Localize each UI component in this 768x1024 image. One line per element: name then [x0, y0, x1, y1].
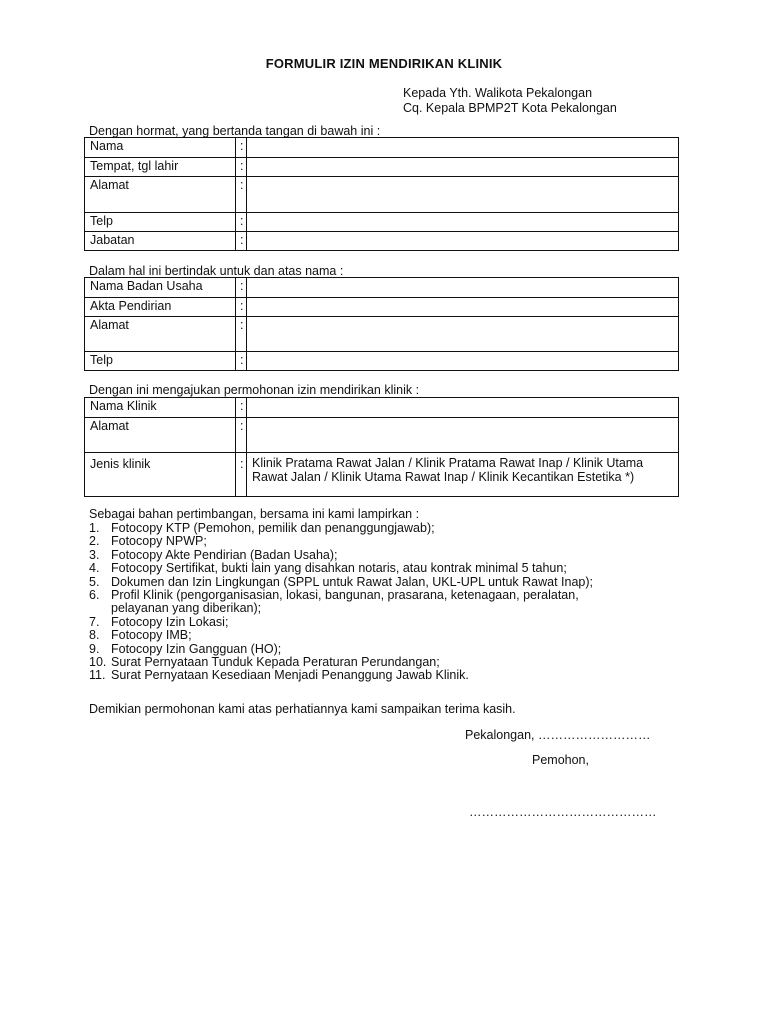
field-colon: : [236, 298, 247, 317]
list-number: 5. [89, 574, 100, 589]
list-item [89, 616, 689, 629]
field-label: Jenis klinik [85, 453, 236, 497]
table-row [85, 158, 679, 177]
field-colon: : [236, 398, 247, 418]
list-text: Fotocopy IMB; [111, 628, 192, 643]
list-text: Fotocopy Akte Pendirian (Badan Usaha); [111, 547, 338, 562]
list-text: Profil Klinik (pengorganisasian, lokasi, bangunan, prasarana, ketenagaan, peralatan, pelayanan yang diberikan); [111, 588, 579, 616]
list-item [89, 562, 689, 575]
list-text: Fotocopy KTP (Pemohon, pemilik dan penanggungjawab); [111, 521, 435, 535]
list-text: Fotocopy Izin Lokasi; [111, 614, 229, 629]
field-colon: : [236, 177, 247, 213]
list-number: 2. [89, 534, 100, 549]
field-label: Alamat [85, 317, 236, 352]
field-colon: : [236, 158, 247, 177]
list-number: 11. [89, 668, 106, 683]
field-label: Telp [85, 352, 236, 371]
jenis-klinik-options[interactable]: Klinik Pratama Rawat Jalan / Klinik Pratama Rawat Inap / Klinik Utama Rawat Jalan / Klinik Utama Rawat Inap / Klinik Kecantikan Estetika *) [247, 453, 679, 497]
field-colon: : [236, 317, 247, 352]
list-item [89, 656, 689, 669]
list-item [89, 549, 689, 562]
list-item [89, 522, 689, 535]
list-number: 9. [89, 641, 100, 656]
attachments-intro: Sebagai bahan pertimbangan, bersama ini kami lampirkan : [89, 507, 420, 521]
nama-klinik-field[interactable] [247, 398, 679, 418]
list-text: Surat Pernyataan Kesediaan Menjadi Penanggung Jawab Klinik. [111, 668, 469, 683]
alamat-klinik-field[interactable] [247, 418, 679, 453]
field-label: Alamat [85, 177, 236, 213]
tempat-tgl-lahir-field[interactable] [247, 158, 679, 177]
list-text: Surat Pernyataan Tunduk Kepada Peraturan Perundangan; [111, 655, 440, 670]
list-item [89, 669, 689, 682]
field-label: Alamat [85, 418, 236, 453]
table-row [85, 398, 679, 418]
alamat-usaha-field[interactable] [247, 317, 679, 352]
list-number: 6. [89, 588, 100, 603]
list-number: 1. [89, 521, 100, 535]
field-colon: : [236, 138, 247, 158]
table-row [85, 453, 679, 497]
table-row [85, 232, 679, 251]
form-title: FORMULIR IZIN MENDIRIKAN KLINIK [265, 56, 503, 71]
recipient-line-2: Cq. Kepala BPMP2T Kota Pekalongan [403, 101, 617, 115]
table-row [85, 317, 679, 352]
list-item [89, 589, 689, 616]
nama-badan-usaha-field[interactable] [247, 278, 679, 298]
table-row [85, 177, 679, 213]
nama-field[interactable] [247, 138, 679, 158]
field-colon: : [236, 352, 247, 371]
field-colon: : [236, 418, 247, 453]
attachments-list [89, 522, 689, 683]
field-label: Jabatan [85, 232, 236, 251]
table-row [85, 352, 679, 371]
section1-intro: Dengan hormat, yang bertanda tangan di bawah ini : [89, 124, 381, 138]
table-row [85, 278, 679, 298]
applicant-table [84, 137, 679, 251]
telp-field[interactable] [247, 213, 679, 232]
field-label: Nama [85, 138, 236, 158]
telp-usaha-field[interactable] [247, 352, 679, 371]
list-number: 7. [89, 614, 100, 629]
alamat-field[interactable] [247, 177, 679, 213]
list-number: 3. [89, 547, 100, 562]
list-item [89, 629, 689, 642]
field-colon: : [236, 278, 247, 298]
list-text: Fotocopy NPWP; [111, 534, 207, 549]
list-item [89, 535, 689, 548]
recipient-line-1: Kepada Yth. Walikota Pekalongan [403, 86, 593, 100]
table-row [85, 138, 679, 158]
akta-pendirian-field[interactable] [247, 298, 679, 317]
list-item [89, 643, 689, 656]
list-number: 4. [89, 561, 100, 576]
table-row [85, 213, 679, 232]
business-table [84, 277, 679, 371]
field-colon: : [236, 232, 247, 251]
place-date-line[interactable]: Pekalongan, ……………………… [465, 728, 651, 742]
field-label: Tempat, tgl lahir [85, 158, 236, 177]
field-colon: : [236, 213, 247, 232]
table-row [85, 418, 679, 453]
field-label: Akta Pendirian [85, 298, 236, 317]
closing-text: Demikian permohonan kami atas perhatiannya kami sampaikan terima kasih. [89, 702, 516, 716]
list-text: Fotocopy Izin Gangguan (HO); [111, 641, 282, 656]
list-text: Fotocopy Sertifikat, bukti lain yang disahkan notaris, atau kontrak minimal 5 tahun; [111, 561, 567, 576]
section3-intro: Dengan ini mengajukan permohonan izin mendirikan klinik : [89, 383, 420, 397]
list-item [89, 576, 689, 589]
list-number: 8. [89, 628, 100, 643]
list-text: Dokumen dan Izin Lingkungan (SPPL untuk Rawat Jalan, UKL-UPL untuk Rawat Inap); [111, 574, 593, 589]
field-colon: : [236, 453, 247, 497]
section2-intro: Dalam hal ini bertindak untuk dan atas nama : [89, 264, 344, 278]
table-row [85, 298, 679, 317]
clinic-table [84, 397, 679, 497]
field-label: Nama Klinik [85, 398, 236, 418]
field-label: Nama Badan Usaha [85, 278, 236, 298]
jabatan-field[interactable] [247, 232, 679, 251]
field-label: Telp [85, 213, 236, 232]
applicant-label: Pemohon, [532, 753, 589, 767]
signature-name-line[interactable]: ……………………………………… [469, 805, 657, 819]
list-number: 10. [89, 655, 107, 670]
